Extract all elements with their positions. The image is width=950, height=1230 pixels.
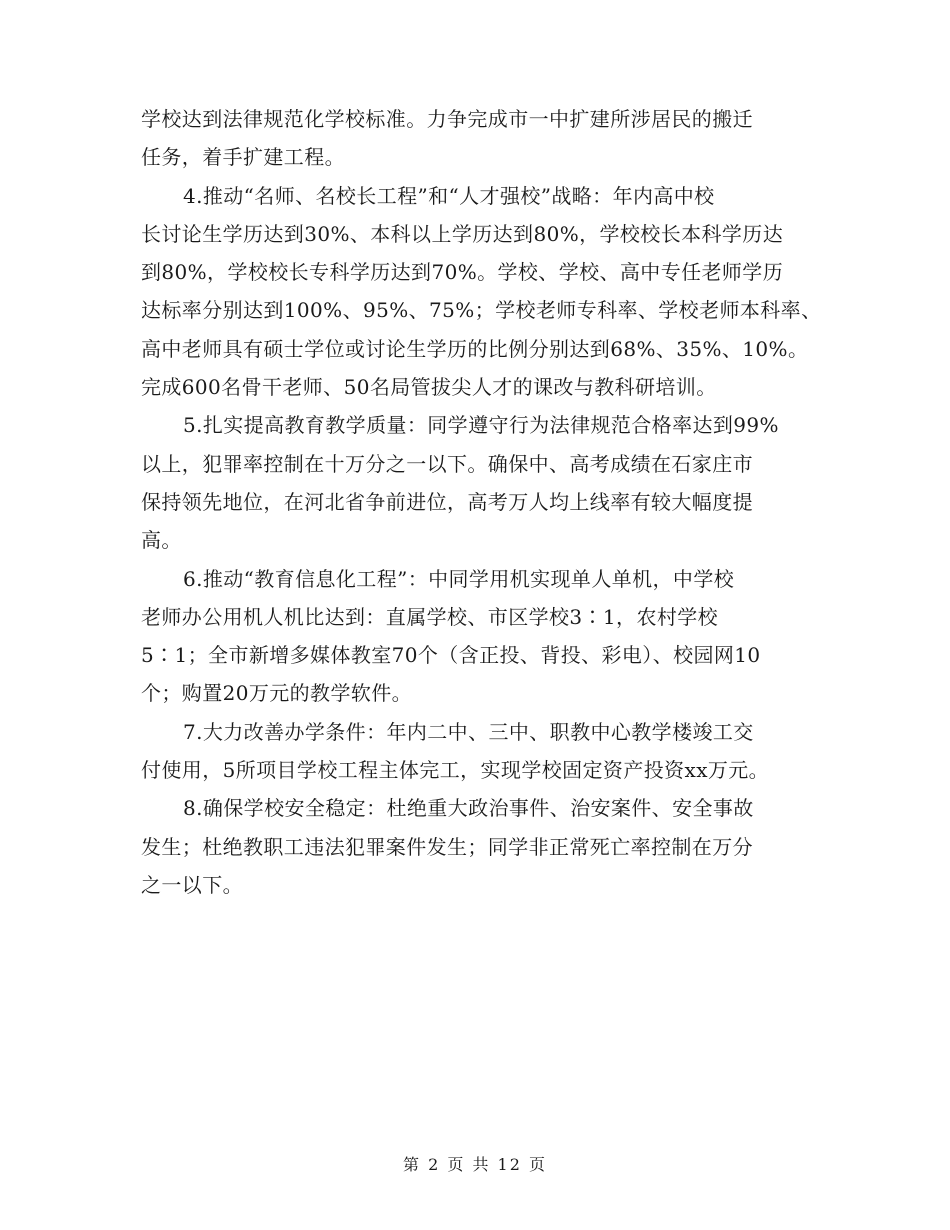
text-line: 5∶1；全市新增多媒体教室70个（含正投、背投、彩电）、校园网10 (141, 643, 761, 668)
text-line: 6.推动“教育信息化工程”：中同学用机实现单人单机，中学校 (183, 566, 735, 591)
text-line: 完成600名骨干老师、50名局管拔尖人才的课改与教科研培训。 (141, 375, 717, 400)
text-line: 7.大力改善办学条件：年内二中、三中、职教中心教学楼竣工交 (183, 719, 754, 744)
text-line: 高。 (141, 528, 182, 553)
text-line: 保持领先地位，在河北省争前进位，高考万人均上线率有较大幅度提 (141, 489, 753, 514)
text-line: 以上，犯罪率控制在十万分之一以下。确保中、高考成绩在石家庄市 (141, 451, 753, 476)
text-line: 5.扎实提高教育教学质量：同学遵守行为法律规范合格率达到99% (183, 413, 779, 438)
text-line: 之一以下。 (141, 872, 243, 897)
text-line: 到80%，学校校长专科学历达到70%。学校、学校、高中专任老师学历 (141, 260, 784, 285)
page-number-footer: 第 2 页 共 12 页 (403, 1155, 547, 1174)
text-line: 高中老师具有硕士学位或讨论生学历的比例分别达到68%、35%、10%。 (141, 336, 809, 361)
text-line: 任务，着手扩建工程。 (141, 145, 345, 170)
text-line: 老师办公用机人机比达到：直属学校、市区学校3∶1，农村学校 (141, 604, 719, 629)
text-line: 4.推动“名师、名校长工程”和“人才强校”战略：年内高中校 (183, 183, 715, 208)
text-line: 付使用，5所项目学校工程主体完工，实现学校固定资产投资xx万元。 (141, 758, 770, 783)
text-line: 长讨论生学历达到30%、本科以上学历达到80%，学校校长本科学历达 (141, 221, 784, 246)
document-body (141, 100, 822, 904)
text-line: 发生；杜绝教职工违法犯罪案件发生；同学非正常死亡率控制在万分 (141, 834, 753, 859)
text-line: 8.确保学校安全稳定：杜绝重大政治事件、治安案件、安全事故 (183, 796, 754, 821)
text-line: 达标率分别达到100%、95%、75%；学校老师专科率、学校老师本科率、 (141, 298, 822, 323)
text-line: 学校达到法律规范化学校标准。力争完成市一中扩建所涉居民的搬迁 (141, 107, 753, 131)
text-line: 个；购置20万元的教学软件。 (141, 681, 413, 706)
